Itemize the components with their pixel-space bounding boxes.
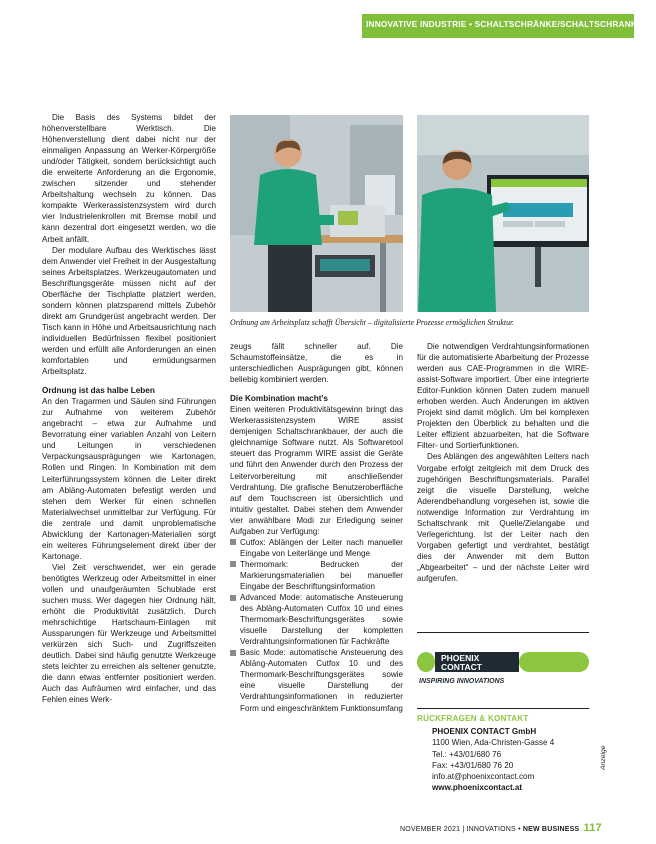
logo-tagline: INSPIRING INNOVATIONS <box>419 678 505 685</box>
paragraph: Viel Zeit verschwendet, wer ein gerade benötigtes Werkzeug oder Arbeitsmittel in einer vollen und unaufgeräumten Schublade erst suchen muss. Wer dagegen hier Ordnung hält, erhöht die Produktivität zusätzlich. Durch mehrschichtige Hartschaum-Einlagen mit Aussparungen für Werkzeuge und Arbeitsmittel verkürzen sich Such- und Zugriffszeiten deutlich. Dabei sind häufig genutzte Werkzeuge stets leichter zu erreichen als seltener genutzte, die dann etwas entfernter positioniert werden. Auch das Aufräumen wird einfacher, und das Fehlen eines Werk- <box>42 562 216 705</box>
article-column-2 <box>230 341 403 714</box>
page-number: 117 <box>583 822 602 834</box>
footer-sep: | <box>462 826 467 833</box>
header-title <box>366 19 656 29</box>
article-column-3 <box>417 341 589 584</box>
footer-magazine: INNOVATIONS <box>466 826 516 833</box>
divider <box>417 632 589 633</box>
footer-sep: • <box>518 826 523 833</box>
contact-title: RÜCKFRAGEN & KONTAKT <box>417 714 529 723</box>
contact-address: 1100 Wien, Ada-Christen-Gasse 4 <box>432 738 555 748</box>
list-item: Basic Mode: automatische Ansteuerung des Abläng-Automaten Cutfox 10 und des Thermomark-Beschriftungsgerätes sowie eine visuelle Darstellung der Verdrahtungsinformationen in reduzierter Form und eingeschränktem Funktionsumfang <box>230 647 403 713</box>
article-column-1 <box>42 112 216 705</box>
contact-block <box>432 726 554 794</box>
photo-illustration <box>230 115 403 312</box>
photo-caption: Ordnung am Arbeitsplatz schafft Übersicht – digitalisierte Prozesse ermöglichen Struktur. <box>230 318 515 327</box>
mode-list <box>230 537 403 714</box>
footer-date: NOVEMBER 2021 <box>400 826 461 833</box>
list-item: Thermomark: Bedrucken der Markierungsmaterialien bei manueller Eingabe der Beschriftungsinformation <box>230 559 403 592</box>
subheading: Die Kombination macht’s <box>230 394 328 404</box>
header-subsection: SCHALTSCHRÄNKE/SCHALTSCHRANKBAU <box>474 19 656 29</box>
photo-worker-touchscreen <box>417 115 589 312</box>
divider <box>417 708 589 709</box>
header-separator: • <box>469 19 475 29</box>
contact-website[interactable]: www.phoenixcontact.at <box>432 783 523 793</box>
paragraph: Die Basis des Systems bildet der höhenverstellbare Werktisch. Die Höhenverstellung dient dabei nicht nur der einmaligen Anpassung an Werker-Körpergröße und/oder Tätigkeit, sondern berücksichtigt auch die erweiterte Anforderung an die Ergonomie, zwischen sitzender und stehender Arbeitshaltung wechseln zu können. Das kompakte Werkerassistenzsystem wird durch vier Industrielenkrollen mit Bremse mobil und kann dezentral dort eingesetzt werden, wo die Arbeit anfällt. <box>42 113 216 244</box>
paragraph: zeugs fällt schneller auf. Die Schaumstoffeinsätze, die es in unterschiedlichen Ausprägungen gibt, können beliebig kombiniert werden. <box>230 342 403 385</box>
page-footer <box>400 822 602 834</box>
logo-line1: PHOENIX <box>441 653 480 663</box>
contact-company: PHOENIX CONTACT GmbH <box>432 727 537 736</box>
photo-illustration <box>417 115 589 312</box>
header-section: INNOVATIVE INDUSTRIE <box>366 19 467 29</box>
contact-email[interactable]: info.at@phoenixcontact.com <box>432 772 535 782</box>
contact-tel: Tel.: +43/01/680 76 <box>432 749 502 759</box>
advertisement-label: Anzeige <box>600 745 607 770</box>
list-item: Cutfox: Ablängen der Leiter nach manueller Eingabe von Leiterlänge und Menge <box>230 537 403 559</box>
paragraph: Der modulare Aufbau des Werktisches lässt dem Anwender viel Freiheit in der Ausgestaltung seines Arbeitsplatzes. Werkzeugautomaten und Beschriftungsgeräte müssen nicht auf der Oberfläche der Tischplatte platziert werden, sondern können platzsparend mittels Zubehör direkt am Grundgerüst angebracht werden. Der Tisch kann in Höhe und Arbeitsausrichtung nach individuellen Bedürfnissen flexibel positioniert werden und erfüllt alle Anforderungen an einen komfortablen und ermüdungsarmen Arbeitsplatz. <box>42 245 216 377</box>
list-item: Advanced Mode: automatische Ansteuerung des Abläng-Automaten Cutfox 10 und eines Thermomark-Beschriftungsgerätes sowie visuelle Darstellung der kompletten Verdrahtungsinformationen für Fachkräfte <box>230 592 403 647</box>
paragraph: Einen weiteren Produktivitätsgewinn bringt das Werkerassistenzsystem WIRE assist demjenigen Schaltschrankbauer, der auch die gleichnamige Software nutzt. Als Softwaretool steuert das Programm WIRE assist die Geräte und führt den Anwender durch den Prozess der Leitervorbereitung mit anschließender Verdrahtung. Die grafische Benutzeroberfläche auf dem Touchscreen ist übersichtlich und intuitiv gestaltet. Dabei stehen dem Anwender vier anwählbare Modi zur Erledigung seiner Aufgaben zur Verfügung: <box>230 405 403 536</box>
paragraph: Des Ablängen des angewählten Leiters nach Vorgabe erfolgt zeitgleich mit dem Druck des zugehörigen Beschriftungsmaterials. Parallel zeigt die visuelle Darstellung, welche Aderendbehandlung vorgesehen ist, sowie die notwendige Information zur Verdrahtung im Schaltschrank mit Quelle/Zielangabe und Verlegerichtung. Ist der Leiter nach den Vorgaben gefertigt und verdrahtet, bestätigt dies der Anwender mit dem Button „Abgearbeitet“ – und der nächste Leiter wird aufgerufen. <box>417 452 589 583</box>
footer-section: NEW BUSINESS <box>522 826 580 833</box>
photo-worker-workstation <box>230 115 403 312</box>
subheading: Ordnung ist das halbe Leben <box>42 386 155 396</box>
logo-graphic <box>417 650 589 690</box>
paragraph: An den Tragarmen und Säulen sind Führungen zur Aufnahme von weiterem Zubehör angebracht – etwa zur Aufnahme und Bevorratung einer variablen Anzahl von Leitern und Leitungen in verschiedenen Verpackungsausprägungen wie Kartonagen, Rollen und Ringen. In Kombination mit dem Leiterführungssystem können die Leiter direkt am Abläng-Automaten befestigt werden und stehen dem Werker für einen schnellen Materialwechsel unmittelbar zur Verfügung. Für die zentrale und damit unproblematische Abwicklung der Kartonagen-Materialien sorgt ein weiteres Führungselement direkt über der Kartonage. <box>42 397 216 561</box>
phoenix-contact-logo <box>417 650 589 690</box>
logo-line2: CONTACT <box>441 662 482 672</box>
contact-fax: Fax: +43/01/680 76 20 <box>432 760 514 770</box>
paragraph: Die notwendigen Verdrahtungsinformationen für die automatisierte Abarbeitung der Prozesse werden aus CAE-Programmen in die WIRE-assist-Software importiert. Über eine integrierte Editor-Funktion können Daten zudem manuell erhoben werden. Auch Änderungen im aktiven Projekt sind damit möglich. Um bei komplexen Projekten den Überblick zu behalten und die Leiter effizient abzuarbeiten, hat die Software Filter- und Sortierfunktionen. <box>417 342 589 451</box>
